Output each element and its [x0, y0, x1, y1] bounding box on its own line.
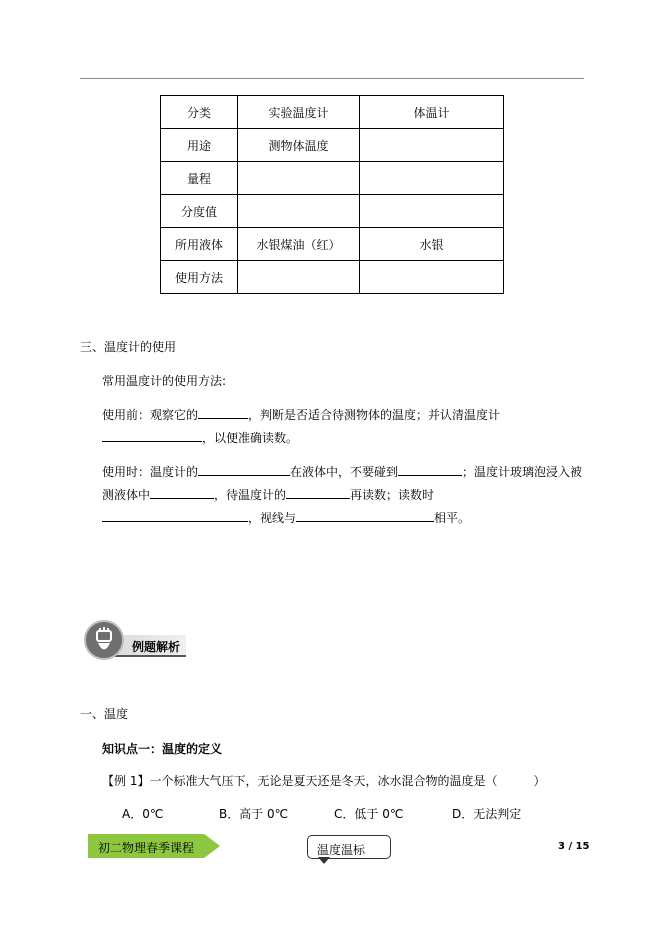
table-cell: 量程: [161, 162, 238, 195]
table-cell: [360, 129, 504, 162]
lightbulb-icon: [86, 622, 122, 658]
option-b: B．高于 0℃: [219, 807, 289, 821]
course-name: 初二物理春季课程: [98, 841, 195, 855]
blank-field: [398, 462, 462, 476]
blank-field: [286, 485, 350, 499]
callout-pointer: [318, 857, 330, 864]
blank-field: [102, 428, 202, 442]
table-cell: [238, 261, 360, 294]
table-cell: [360, 162, 504, 195]
example-question: 【例 1】一个标准大气压下，无论是夏天还是冬天，冰水混合物的温度是（ ）: [102, 774, 546, 788]
usage-during-line-3: ，视线与 相平。: [102, 508, 470, 526]
header-rule: [80, 78, 584, 79]
blank-field: [102, 508, 248, 522]
table-cell: 分度值: [161, 195, 238, 228]
usage-during-line-2: 测液体中 ，待温度计的 再读数；读数时: [102, 485, 434, 503]
table-row: [161, 228, 504, 261]
usage-before-line-1: 使用前：观察它的 ，判断是否适合待测物体的温度；并认清温度计: [102, 405, 500, 423]
table-row: [161, 261, 504, 294]
knowledge-point-title: 知识点一：温度的定义: [102, 742, 223, 756]
example-label: 例题解析: [132, 640, 181, 654]
table-cell: 用途: [161, 129, 238, 162]
section-heading: 一、温度: [80, 707, 129, 721]
blank-field: [198, 462, 290, 476]
table-header-cell: 体温计: [360, 96, 504, 129]
table-cell: 水银煤油（红）: [238, 228, 360, 261]
table-cell: [238, 162, 360, 195]
usage-before-line-2: ，以便准确读数。: [102, 428, 298, 446]
table-cell: [360, 261, 504, 294]
usage-during-line-1: 使用时：温度计的 在液体中，不要碰到 ；温度计玻璃泡浸入被: [102, 462, 582, 480]
table-cell: 所用液体: [161, 228, 238, 261]
blank-field: [150, 485, 214, 499]
table-cell: [360, 195, 504, 228]
section-heading: 三、温度计的使用: [80, 340, 177, 354]
option-a: A．0℃: [122, 807, 164, 821]
blank-field: [198, 405, 248, 419]
table-row: [161, 162, 504, 195]
page-number: 3 / 15: [558, 841, 590, 852]
table-header-cell: 分类: [161, 96, 238, 129]
option-d: D．无法判定: [452, 807, 522, 821]
topic-label: 温度温标: [317, 843, 366, 857]
table-header-cell: 实验温度计: [238, 96, 360, 129]
blank-field: [296, 508, 434, 522]
example-badge-icon: [84, 620, 124, 660]
subheading: 常用温度计的使用方法:: [102, 374, 227, 388]
table-header-row: [161, 96, 504, 129]
option-c: C．低于 0℃: [334, 807, 404, 821]
table-row: [161, 195, 504, 228]
table-cell: 使用方法: [161, 261, 238, 294]
thermometer-comparison-table: [160, 95, 504, 294]
table-row: [161, 129, 504, 162]
table-cell: 水银: [360, 228, 504, 261]
table-cell: 测物体温度: [238, 129, 360, 162]
table-cell: [238, 195, 360, 228]
